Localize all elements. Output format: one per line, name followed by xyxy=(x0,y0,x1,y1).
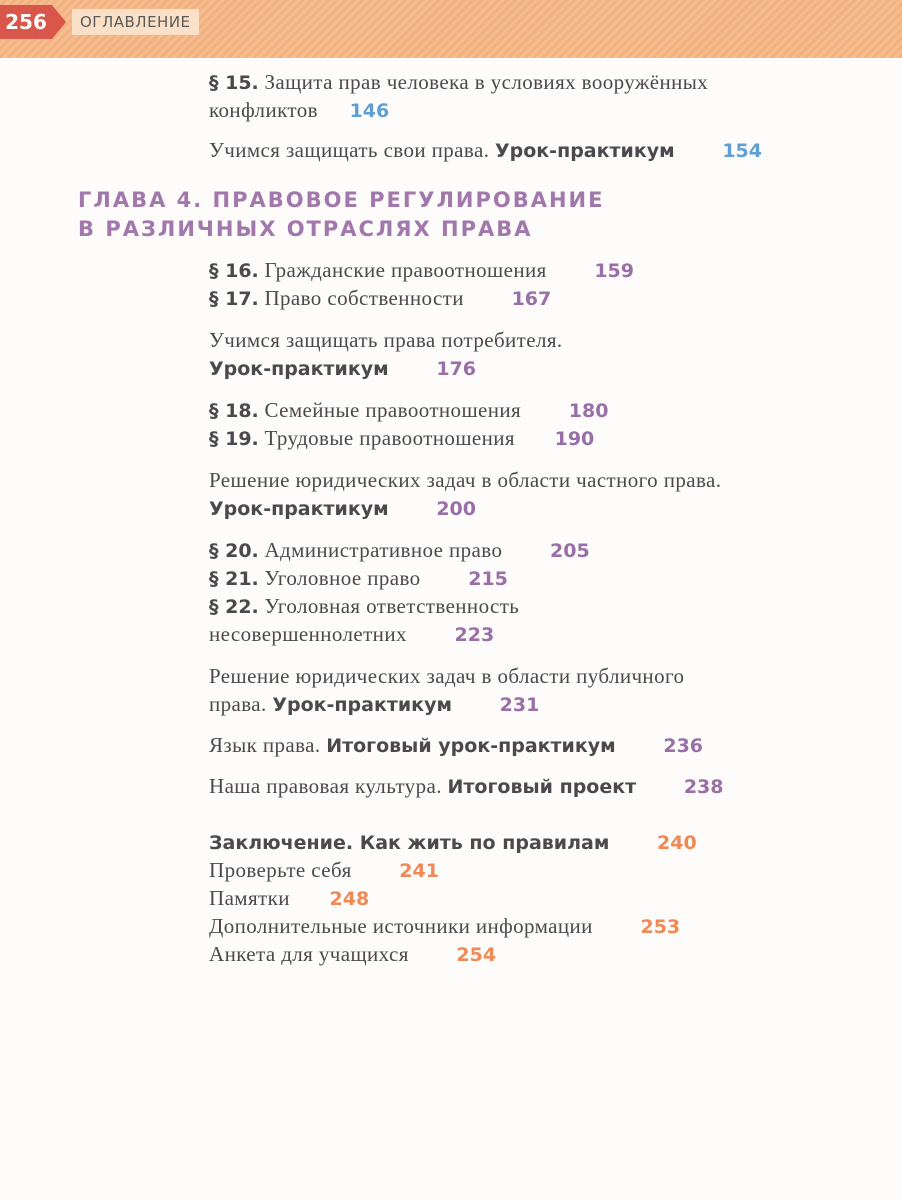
page-ref: 248 xyxy=(329,888,370,910)
entry-title: конфликтов xyxy=(209,98,318,122)
page-ref: 231 xyxy=(499,694,540,716)
toc-entry-19[interactable] xyxy=(209,424,594,453)
entry-type: Урок-практикум xyxy=(209,358,389,380)
page-ref: 154 xyxy=(722,140,762,162)
entry-title: Уголовная ответственность xyxy=(264,594,520,618)
entry-title: права. xyxy=(209,692,267,716)
toc-entry-practicum-176[interactable] xyxy=(209,326,563,354)
toc-entry-practicum-200-cont[interactable] xyxy=(209,494,476,523)
toc-entry-15-cont[interactable] xyxy=(209,96,389,125)
toc-entry-16[interactable] xyxy=(209,256,634,285)
page-ref: 200 xyxy=(436,498,476,520)
page-ref: 215 xyxy=(468,568,508,590)
entry-title: Проверьте себя xyxy=(209,858,352,882)
entry-type: Урок-практикум xyxy=(272,694,452,716)
section-number: § 22. xyxy=(209,596,259,618)
page-ref: 241 xyxy=(399,860,439,882)
entry-title: Памятки xyxy=(209,886,290,910)
page-ref: 146 xyxy=(349,100,390,122)
section-number: § 17. xyxy=(209,288,259,310)
entry-title: Трудовые правоотношения xyxy=(264,426,515,450)
toc-entry-practicum-231[interactable] xyxy=(209,662,684,690)
section-number: § 19. xyxy=(209,428,259,450)
section-number: § 16. xyxy=(209,260,259,282)
entry-title: Анкета для учащихся xyxy=(209,942,409,966)
page-number: 256 xyxy=(0,5,52,39)
entry-title: Учимся защищать права потребителя. xyxy=(209,328,563,352)
entry-type: Итоговый проект xyxy=(447,776,637,798)
entry-title: Учимся защищать свои права. xyxy=(209,138,490,162)
section-number: § 15. xyxy=(209,72,259,94)
entry-title: Язык права. xyxy=(209,733,321,757)
entry-title: Решение юридических задач в области частного права. xyxy=(209,468,722,492)
page-ref: 238 xyxy=(683,776,724,798)
toc-entry-18[interactable] xyxy=(209,396,608,425)
toc-entry-memos[interactable] xyxy=(209,884,369,913)
page-ref: 205 xyxy=(550,540,590,562)
entry-title: Решение юридических задач в области публичного xyxy=(209,664,685,688)
chapter-title-line2[interactable]: В РАЗЛИЧНЫХ ОТРАСЛЯХ ПРАВА xyxy=(78,217,533,241)
toc-entry-conclusion[interactable] xyxy=(209,828,697,857)
page-ref: 253 xyxy=(640,916,681,938)
section-number: § 18. xyxy=(209,400,259,422)
entry-title: Административное право xyxy=(264,538,503,562)
toc-entry-final-238[interactable] xyxy=(209,772,723,801)
page-ref: 236 xyxy=(663,735,704,757)
entry-title: Наша правовая культура. xyxy=(209,774,442,798)
page-ref: 159 xyxy=(594,260,634,282)
toc-entry-practicum-200[interactable] xyxy=(209,466,721,494)
toc-entry-practicum-231-cont[interactable] xyxy=(209,690,539,719)
chapter-title-line1[interactable]: ГЛАВА 4. ПРАВОВОЕ РЕГУЛИРОВАНИЕ xyxy=(78,188,605,212)
entry-type: Итоговый урок-практикум xyxy=(326,735,616,757)
toc-entry-21[interactable] xyxy=(209,564,508,593)
entry-title: Право собственности xyxy=(264,286,464,310)
entry-type: Урок-практикум xyxy=(494,140,675,162)
toc-entry-practicum-176-cont[interactable] xyxy=(209,354,476,383)
section-number: § 20. xyxy=(209,540,259,562)
entry-title: несовершеннолетних xyxy=(209,622,407,646)
entry-title: Гражданские правоотношения xyxy=(264,258,547,282)
entry-title: Уголовное право xyxy=(264,566,421,590)
entry-type: Урок-практикум xyxy=(209,498,389,520)
entry-title: Заключение. Как жить по правилам xyxy=(209,832,610,854)
toc-entry-check[interactable] xyxy=(209,856,439,885)
entry-title: Семейные правоотношения xyxy=(264,398,522,422)
toc-entry-17[interactable] xyxy=(209,284,551,313)
page-ref: 223 xyxy=(454,624,495,646)
section-number: § 21. xyxy=(209,568,259,590)
page-ref: 167 xyxy=(511,288,552,310)
page-ref: 176 xyxy=(436,358,476,380)
page-ref: 180 xyxy=(568,400,609,422)
page-ref: 254 xyxy=(456,944,497,966)
toc-entry-22[interactable] xyxy=(209,592,519,621)
page-ref: 240 xyxy=(657,832,697,854)
toc-entry-20[interactable] xyxy=(209,536,590,565)
entry-title: Дополнительные источники информации xyxy=(209,914,593,938)
page-ref: 190 xyxy=(554,428,595,450)
toc-entry-sources[interactable] xyxy=(209,912,680,941)
toc-entry-15[interactable] xyxy=(209,68,708,97)
toc-entry-survey[interactable] xyxy=(209,940,496,969)
toc-entry-practicum-154[interactable] xyxy=(209,136,762,165)
section-label: ОГЛАВЛЕНИЕ xyxy=(72,9,199,35)
toc-entry-final-236[interactable] xyxy=(209,731,703,760)
entry-title: Защита прав человека в условиях вооружённых xyxy=(264,70,709,94)
toc-entry-22-cont[interactable] xyxy=(209,620,494,649)
